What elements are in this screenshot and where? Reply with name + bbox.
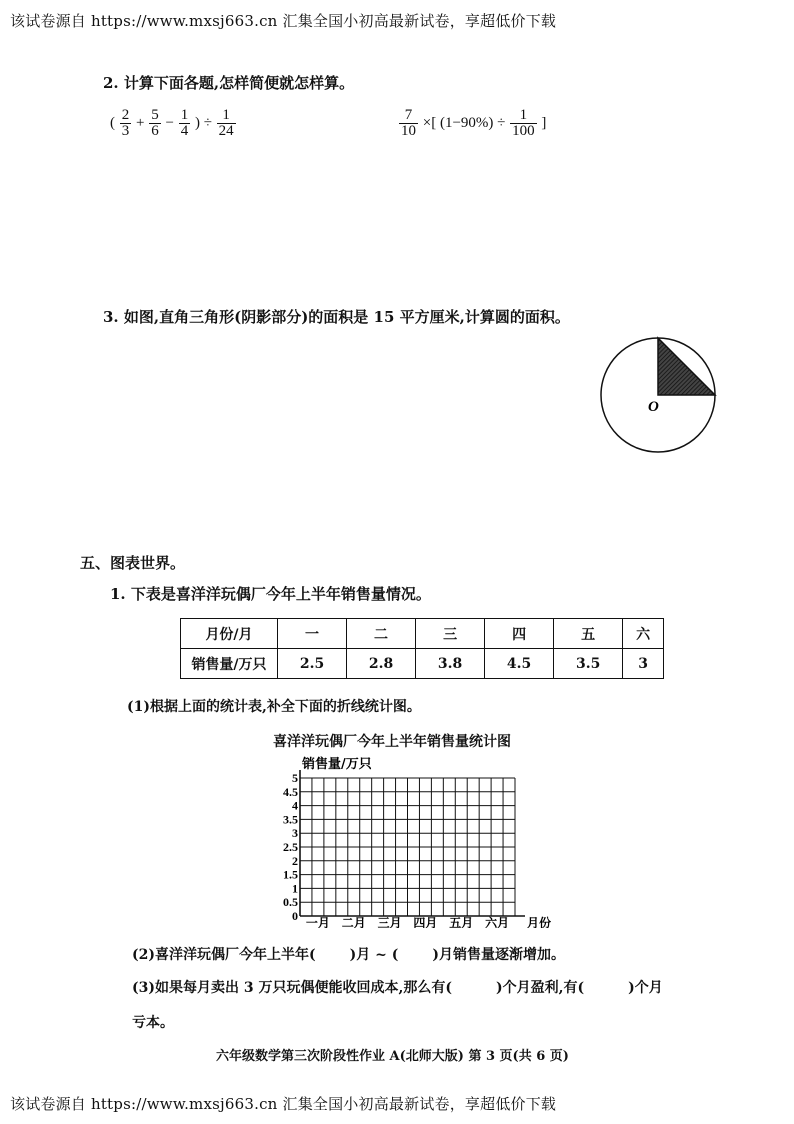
question-2-title: 2. 计算下面各题,怎样简便就怎样算。 [103,74,355,92]
section-5-title: 五、图表世界。 [80,554,186,572]
shaded-right-triangle [658,338,715,395]
fraction: $\frac{1}{4}$ [180,107,189,139]
fraction: $\frac{7}{10}$ [401,107,416,139]
close-bracket: ] [541,114,547,131]
operator: + [136,114,145,131]
expression-1 [110,108,237,139]
center-label-o: O [648,399,659,415]
table-cell-value: 3 [623,649,664,679]
table-header-month: 月份/月 [181,619,278,649]
open-paren: ( [110,114,115,131]
y-tick-label: 5 [292,771,298,785]
y-tick-label: 1.5 [283,867,298,882]
table-cell-month: 二 [347,619,416,649]
expression-middle: ×[ (1−90%) ÷ [422,114,506,131]
table-row [181,619,664,649]
y-tick-label: 3.5 [283,812,298,827]
y-tick-label: 0 [292,909,298,923]
table-cell-month: 四 [485,619,554,649]
x-tick-label: 一月 [305,916,330,928]
section-5-question-1-title: 1. 下表是喜洋洋玩偶厂今年上半年销售量情况。 [110,585,431,603]
table-cell-month: 三 [416,619,485,649]
table-header-sales: 销售量/万只 [181,649,278,679]
fraction: $\frac{5}{6}$ [151,107,159,139]
x-tick-label: 二月 [341,916,366,928]
sub-question-3-line-2: 亏本。 [132,1015,174,1031]
table-cell-value: 2.5 [278,649,347,679]
top-banner: 该试卷源自 https://www.mxsj663.cn 汇集全国小初高最新试卷，享超低价下载 [10,12,557,30]
operator: ÷ [203,114,212,131]
page-footer: 六年级数学第三次阶段性作业 A(北师大版) 第 3 页(共 6 页) [216,1049,569,1064]
expression-2 [398,108,546,139]
table-cell-value: 2.8 [347,649,416,679]
chart-title: 喜洋洋玩偶厂今年上半年销售量统计图 [273,734,511,750]
y-tick-label: 0.5 [283,895,298,910]
table-cell-month: 六 [623,619,664,649]
y-tick-label: 1 [292,881,298,896]
y-tick-label: 2 [292,853,298,868]
fraction: $\frac{2}{3}$ [121,107,130,139]
line-chart [250,752,580,928]
table-cell-value: 3.5 [554,649,623,679]
y-axis-label: 销售量/万只 [302,757,372,772]
sub-question-3: (3)如果每月卖出 3 万只玩偶便能收回成本,那么有( )个月盈利,有( )个月 [132,980,663,996]
y-tick-label: 4 [292,798,298,813]
sub-question-2: (2)喜洋洋玩偶厂今年上半年( )月 ~ ( )月销售量逐渐增加。 [132,947,565,963]
x-tick-label: 六月 [485,916,510,928]
sales-table [180,618,664,679]
circle-figure [595,332,735,460]
x-tick-label: 三月 [377,916,402,928]
x-tick-label: 四月 [413,916,438,928]
y-tick-label: 4.5 [283,784,298,799]
y-tick-label: 3 [292,826,298,841]
y-tick-label: 2.5 [283,840,298,854]
table-row [181,649,664,679]
table-cell-value: 4.5 [485,649,554,679]
x-axis-label: 月份 [527,916,552,928]
sub-question-1: (1)根据上面的统计表,补全下面的折线统计图。 [127,699,421,715]
operator: − [165,114,174,131]
question-3-title: 3. 如图,直角三角形(阴影部分)的面积是 15 平方厘米,计算圆的面积。 [103,308,570,326]
table-cell-value: 3.8 [416,649,485,679]
fraction: $\frac{1}{24}$ [218,107,234,139]
bottom-banner: 该试卷源自 https://www.mxsj663.cn 汇集全国小初高最新试卷，享超低价下载 [10,1095,557,1113]
fraction: $\frac{1}{100}$ [512,107,535,139]
table-cell-month: 五 [554,619,623,649]
table-cell-month: 一 [278,619,347,649]
x-tick-label: 五月 [449,916,474,928]
close-paren: ) [194,114,200,131]
